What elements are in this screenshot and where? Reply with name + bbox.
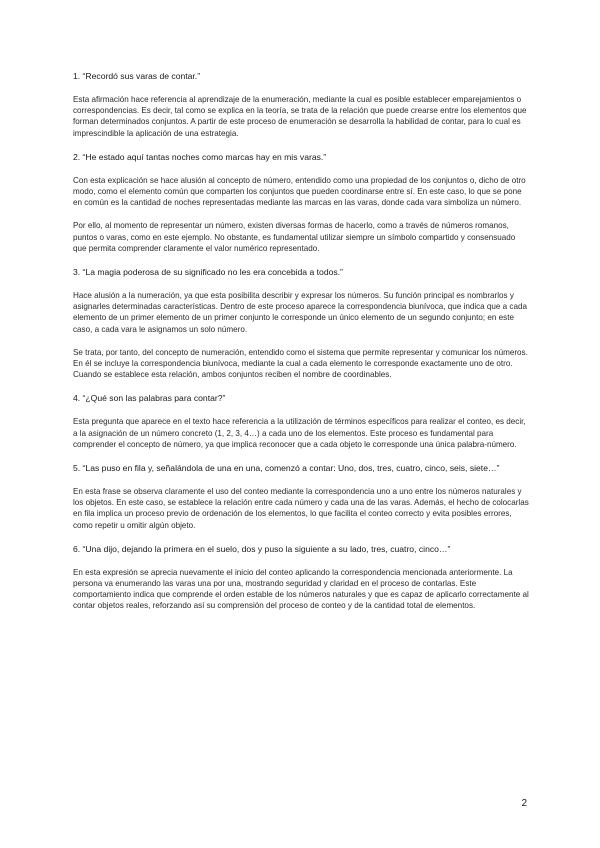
- section-paragraph: Hace alusión a la numeración, ya que esta posibilita describir y expresar los números. Su función principal es nombrarlos y asignarles determinadas características. Dentro de este proceso aparece la correspondencia biunívoca, que indica que a cada elemento de un primer elemento de un primer conjunto le corresponde un único elemento de un segundo conjunto; en este caso, a cada vara le asignamos un solo número.: [73, 291, 527, 334]
- section-5: [73, 462, 529, 531]
- section-heading: 3. “La magia poderosa de su significado no les era concebida a todos.”: [73, 267, 343, 278]
- page-number: 2: [521, 798, 527, 809]
- section-heading: 6. “Una dijo, dejando la primera en el suelo, dos y puso la siguiente a su lado, tres, cuatro, cinco…”: [73, 543, 451, 554]
- section-heading: 2. “He estado aquí tantas noches como marcas hay en mis varas.”: [73, 151, 327, 162]
- section-paragraph: En esta expresión se aprecia nuevamente el inicio del conteo aplicando la correspondencia mencionada anteriormente. La persona va enumerando las varas una por una, mostrando seguridad y claridad en el proceso de contarlas. Este comportamiento indica que comprende el orden estable de los números naturales y que es capaz de aplicarlo correctamente al contar objetos reales, reforzando así su comprensión del proceso de conteo y de la cantidad total de elementos.: [73, 567, 529, 611]
- section-paragraph: Con esta explicación se hace alusión al concepto de número, entendido como una propiedad de los conjuntos o, dicho de otro modo, como el elemento común que comparten los conjuntos que pueden coordinarse entre sí. En este caso, lo que se pone en común es la cantidad de noches representadas mediante las marcas en las varas, donde cada vara simboliza un número.: [73, 175, 526, 208]
- section-6: [73, 543, 529, 612]
- section-3: [73, 266, 529, 380]
- document-body: [73, 70, 529, 624]
- section-heading: 5. “Las puso en fila y, señalándola de una en una, comenzó a contar: Uno, dos, tres, cuatro, cinco, seis, siete…”: [73, 463, 500, 474]
- section-heading: 1. “Recordó sus varas de contar.”: [73, 71, 201, 81]
- section-heading: 4. “¿Qué son las palabras para contar?”: [73, 393, 226, 404]
- section-paragraph: Por ello, al momento de representar un número, existen diversas formas de hacerlo, como a través de números romanos, puntos o varas, como en este ejemplo. No obstante, es fundamental utilizar siempre un símbolo compartido y consensuado que permita comprender claramente el valor numérico representado.: [73, 221, 516, 253]
- section-paragraph: En esta frase se observa claramente el uso del conteo mediante la correspondencia uno a uno entre los números naturales y los objetos. En este caso, se establece la relación entre cada número y cada una de las varas. Además, el hecho de colocarlas en fila implica un proceso previo de ordenación de los elementos, lo que facilita el conteo correcto y evita posibles errores, como repetir u omitir algún objeto.: [73, 487, 529, 530]
- section-paragraph: Se trata, por tanto, del concepto de numeración, entendido como el sistema que permite representar y comunicar los números. En él se incluye la correspondencia biunívoca, mediante la cual a cada elemento le corresponde exactamente uno de otro. Cuando se establece esta relación, ambos conjuntos reciben el nombre de coordinables.: [73, 347, 528, 380]
- section-2: [73, 151, 529, 254]
- section-paragraph: Esta pregunta que aparece en el texto hace referencia a la utilización de términos específicos para realizar el conteo, es decir, a la asignación de un número concreto (1, 2, 3, 4…) a cada uno de los elementos. Este proceso es fundamental para comprender el concepto de número, ya que implica reconocer que a cada objeto le corresponde una única palabra-número.: [73, 417, 526, 449]
- section-1: [73, 70, 529, 139]
- section-4: [73, 392, 529, 450]
- section-paragraph: Esta afirmación hace referencia al aprendizaje de la enumeración, mediante la cual es posible establecer emparejamientos o correspondencias. Es decir, tal como se explica en la teoría, se trata de la relación que puede crearse entre los elementos que forman determinados conjuntos. A partir de este proceso de enumeración se desarrolla la habilidad de contar, para lo cual es imprescindible la aplicación de una estrategia.: [73, 95, 527, 138]
